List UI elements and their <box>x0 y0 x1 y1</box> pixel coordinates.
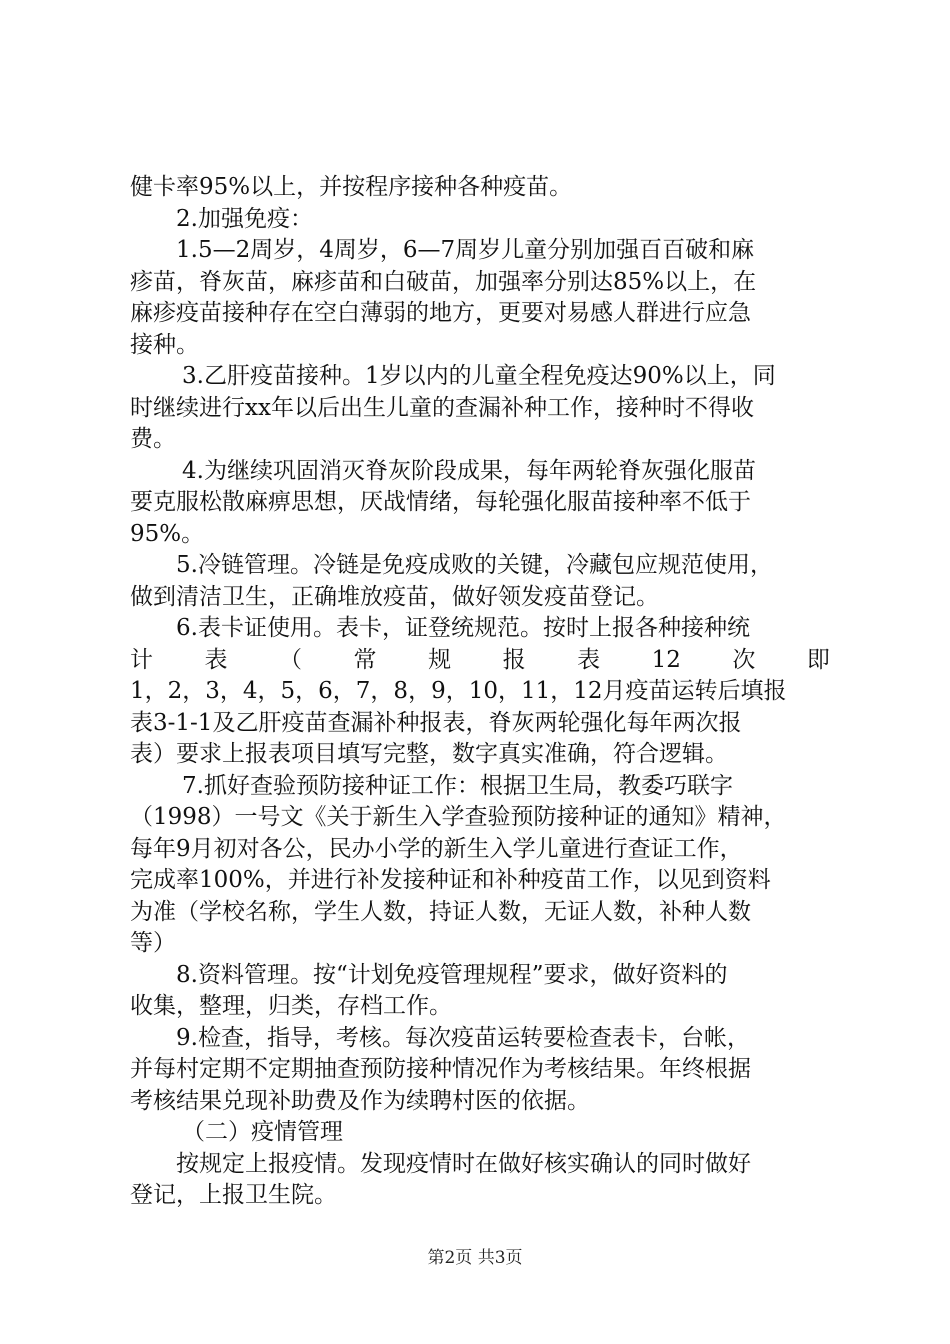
text-segment: 表 <box>204 646 228 673</box>
text-segment: 常 <box>353 646 377 673</box>
text-line: 表）要求上报表项目填写完整，数字真实准确，符合逻辑。 <box>130 741 728 767</box>
text-segment: 规 <box>428 646 452 673</box>
spread-text-line <box>130 645 830 677</box>
text-segment: 12 <box>651 646 681 673</box>
text-line: （1998）一号文《关于新生入学查验预防接种证的通知》精神， <box>130 804 787 830</box>
text-line: 时继续进行xx年以后出生儿童的查漏补种工作，接种时不得收 <box>130 394 754 421</box>
text-line: 费。 <box>130 426 176 452</box>
text-line: 健卡率95%以上，并按程序接种各种疫苗。 <box>130 174 573 200</box>
text-line: 1.5—2周岁，4周岁，6—7周岁儿童分别加强百百破和麻 <box>176 237 755 263</box>
text-line: 等） <box>130 930 176 956</box>
text-line: 并每村定期不定期抽查预防接种情况作为考核结果。年终根据 <box>130 1056 751 1082</box>
page-footer: 第2页 共3页 <box>427 1248 523 1268</box>
text-line: 接种。 <box>130 331 199 358</box>
text-line: 登记，上报卫生院。 <box>130 1182 337 1208</box>
section-heading: （二）疫情管理 <box>182 1119 343 1145</box>
text-line: 考核结果兑现补助费及作为续聘村医的依据。 <box>130 1087 590 1114</box>
text-line: 疹苗，脊灰苗，麻疹苗和白破苗，加强率分别达85%以上，在 <box>130 268 757 295</box>
text-line: 为准（学校名称，学生人数，持证人数，无证人数，补种人数 <box>130 898 751 925</box>
text-line: 做到清洁卫生，正确堆放疫苗，做好领发疫苗登记。 <box>130 583 659 610</box>
text-line: 完成率100%，并进行补发接种证和补种疫苗工作，以见到资料 <box>130 867 771 893</box>
text-segment: 表 <box>577 646 601 673</box>
text-segment: 即 <box>806 646 830 673</box>
text-line: 按规定上报疫情。发现疫情时在做好核实确认的同时做好 <box>176 1150 751 1177</box>
text-line: 每年9月初对各公，民办小学的新生入学儿童进行查证工作， <box>130 835 743 862</box>
text-segment: 次 <box>732 646 756 673</box>
text-line: 表3-1-1及乙肝疫苗查漏补种报表，脊灰两轮强化每年两次报 <box>130 709 742 736</box>
text-segment: （ <box>279 646 303 673</box>
text-line: 7.抓好查验预防接种证工作：根据卫生局，教委巧联字 <box>182 772 733 799</box>
text-line: 要克服松散麻痹思想，厌战情绪，每轮强化服苗接种率不低于 <box>130 489 751 515</box>
text-line: 收集，整理，归类，存档工作。 <box>130 993 452 1019</box>
text-line: 5.冷链管理。冷链是免疫成败的关键，冷藏包应规范使用， <box>176 552 773 578</box>
text-line: 9.检查，指导，考核。每次疫苗运转要检查表卡，台帐， <box>176 1024 750 1051</box>
text-line: 4.为继续巩固消灭脊灰阶段成果，每年两轮脊灰强化服苗 <box>182 457 756 484</box>
text-line: 3.乙肝疫苗接种。1岁以内的儿童全程免疫达90%以上，同 <box>182 363 776 389</box>
text-line: 95%。 <box>130 520 205 547</box>
text-line: 6.表卡证使用。表卡，证登统规范。按时上报各种接种统 <box>176 615 750 641</box>
text-segment: 报 <box>502 646 526 673</box>
text-line: 1，2，3，4，5，6，7，8，9，10，11，12月疫苗运转后填报 <box>130 678 787 704</box>
text-line: 2.加强免疫： <box>176 205 313 232</box>
text-line: 8.资料管理。按“计划免疫管理规程”要求，做好资料的 <box>176 961 728 988</box>
text-line: 麻疹疫苗接种存在空白薄弱的地方，更要对易感人群进行应急 <box>130 300 751 326</box>
document-body <box>130 172 830 1212</box>
text-segment: 计 <box>130 646 153 673</box>
